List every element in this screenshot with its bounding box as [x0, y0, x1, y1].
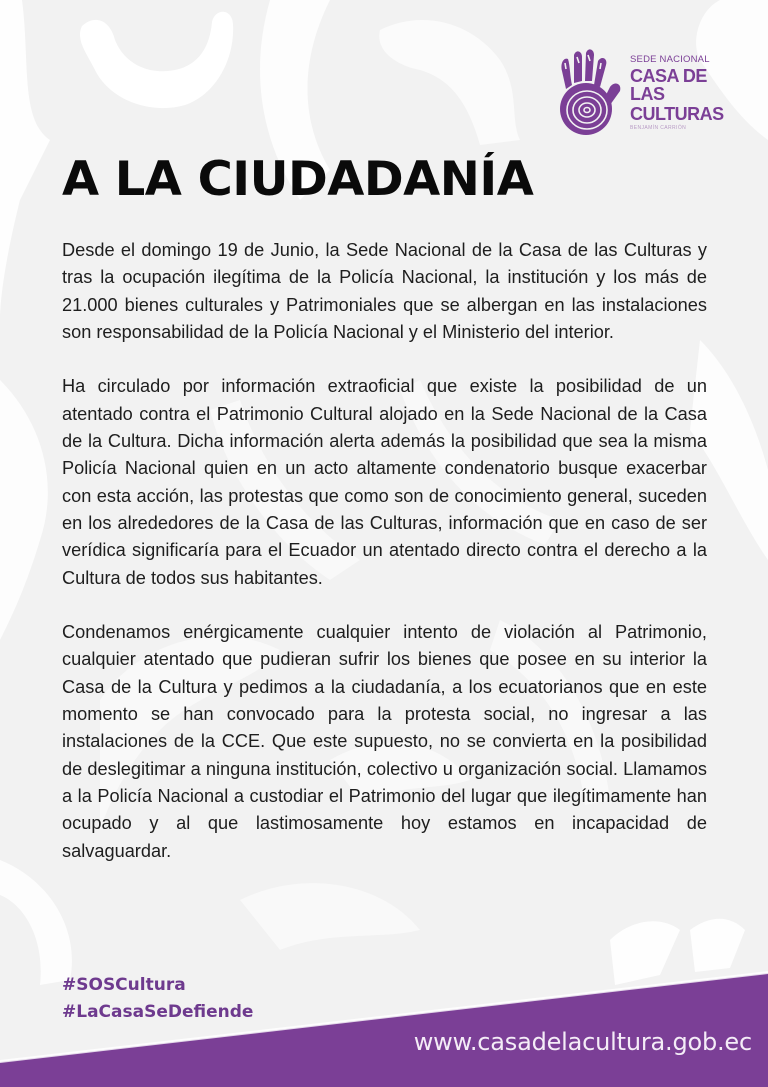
hashtag-la-casa-se-defiende[interactable]: #LaCasaSeDefiende [62, 1002, 254, 1022]
website-link[interactable]: www.casadelacultura.gob.ec [413, 1028, 752, 1056]
logo-sede-nacional: SEDE NACIONAL [630, 54, 710, 66]
hashtags [62, 972, 253, 1026]
page-title: A LA CIUDADANÍA [62, 152, 534, 207]
casa-de-las-culturas-logo [556, 48, 726, 138]
logo-casa-de-las: CASA DE LAS [630, 65, 707, 104]
paragraph-3: Condenamos enérgicamente cualquier intento de violación al Patrimonio, cualquier atentado que pudieran sufrir los bienes que posee en su interior la Casa de la Cultura y pedimos a la ciudadanía, a los ecuatorianos que en este momento se han convocado para la protesta social, no ingresar a las instalaciones de la CCE. Que este supuesto, no se convierta en la posibilidad de deslegitimar a ninguna institución, colectivo u organización social. Llamamos a la Policía Nacional a custodiar el Patrimonio del lugar que ilegítimamente han ocupado y al que lastimosamente hoy estamos en incapacidad de salvaguardar. [62, 622, 707, 861]
statement-body [62, 237, 707, 892]
hand-fingerprint-icon [556, 49, 622, 137]
paragraph-2: Ha circulado por información extraoficial que existe la posibilidad de un atentado contra el Patrimonio Cultural alojado en la Sede Nacional de la Casa de la Cultura. Dicha información alerta además la posibilidad que sea la misma Policía Nacional quien en un acto altamente condenatorio busque exacerbar con esta acción, las protestas que como son de conocimiento general, suceden en los alrededores de la Casa de las Culturas, información que en caso de ser verídica significaría para el Ecuador un atentado directo contra el derecho a la Cultura de todos sus habitantes. [62, 376, 707, 588]
paragraph-1: Desde el domingo 19 de Junio, la Sede Nacional de la Casa de las Culturas y tras la ocupación ilegítima de la Policía Nacional, la institución y los más de 21.000 bienes culturales y Patrimoniales que se albergan en las instalaciones son responsabilidad de la Policía Nacional y el Ministerio del interior. [62, 240, 707, 342]
logo-culturas: CULTURAS [630, 103, 724, 124]
hashtag-sos-cultura[interactable]: #SOSCultura [62, 975, 186, 995]
logo-benjamin-carrion: BENJAMÍN CARRIÓN [630, 124, 687, 131]
